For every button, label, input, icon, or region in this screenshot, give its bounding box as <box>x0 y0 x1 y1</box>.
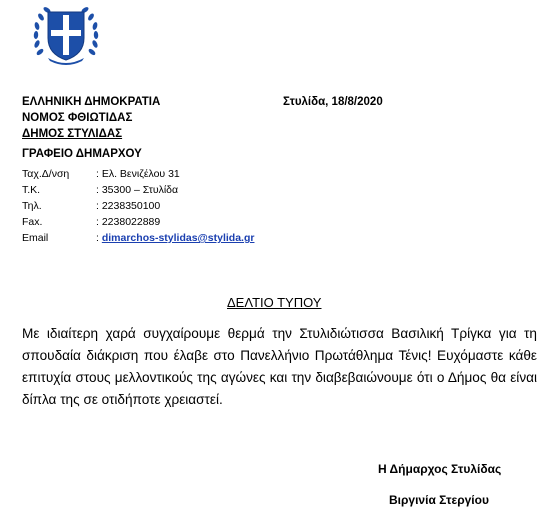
contact-label: Email <box>22 232 49 244</box>
greek-coat-of-arms-icon <box>30 0 102 68</box>
contact-phone <box>22 200 160 212</box>
press-release-body: Με ιδιαίτερη χαρά συγχαίρουμε θερμά την Στυλιδιώτισσα Βασιλική Τρίγκα για τη σπουδαία διάκριση που έλαβε στο Πανελλήνιο Πρωτάθλημα Τένις! Ευχόμαστε κάθε επιτυχία στους μελλοντικούς της αγώνες και την διαβεβαιώνουμε ότι ο Δήμος θα είναι δίπλα της σε οτιδήποτε χρειαστεί. <box>22 326 537 407</box>
contact-value: : 2238350100 <box>96 200 161 212</box>
signature-name: Βιργινία Στεργίου <box>389 493 489 507</box>
contact-value: : <box>96 232 102 244</box>
document-date: Στυλίδα, 18/8/2020 <box>283 96 383 108</box>
header-country: ΕΛΛΗΝΙΚΗ ΔΗΜΟΚΡΑΤΙΑ <box>22 96 161 108</box>
contact-value: : 35300 – Στυλίδα <box>96 184 179 196</box>
email-link[interactable]: dimarchos-stylidas@stylida.gr <box>101 232 255 244</box>
contact-email <box>22 232 254 244</box>
contact-label: Fax. <box>22 216 43 228</box>
header-municipality: ΔΗΜΟΣ ΣΤΥΛΙΔΑΣ <box>22 128 123 140</box>
header-prefecture: ΝΟΜΟΣ ΦΘΙΩΤΙΔΑΣ <box>22 112 133 124</box>
signature-title: Η Δήμαρχος Στυλίδας <box>378 462 502 476</box>
contact-label: Τ.Κ. <box>22 184 41 196</box>
header-office: ΓΡΑΦΕΙΟ ΔΗΜΑΡΧΟΥ <box>22 148 142 160</box>
contact-value: : 2238022889 <box>96 216 161 228</box>
contact-postcode <box>22 184 178 196</box>
contact-label: Τηλ. <box>22 200 42 212</box>
contact-address <box>22 168 180 180</box>
press-release-title: ΔΕΛΤΙΟ ΤΥΠΟΥ <box>227 295 322 310</box>
contact-value: : Ελ. Βενιζέλου 31 <box>96 168 180 180</box>
contact-label: Ταχ.Δ/νση <box>22 168 70 180</box>
contact-fax <box>22 216 160 228</box>
